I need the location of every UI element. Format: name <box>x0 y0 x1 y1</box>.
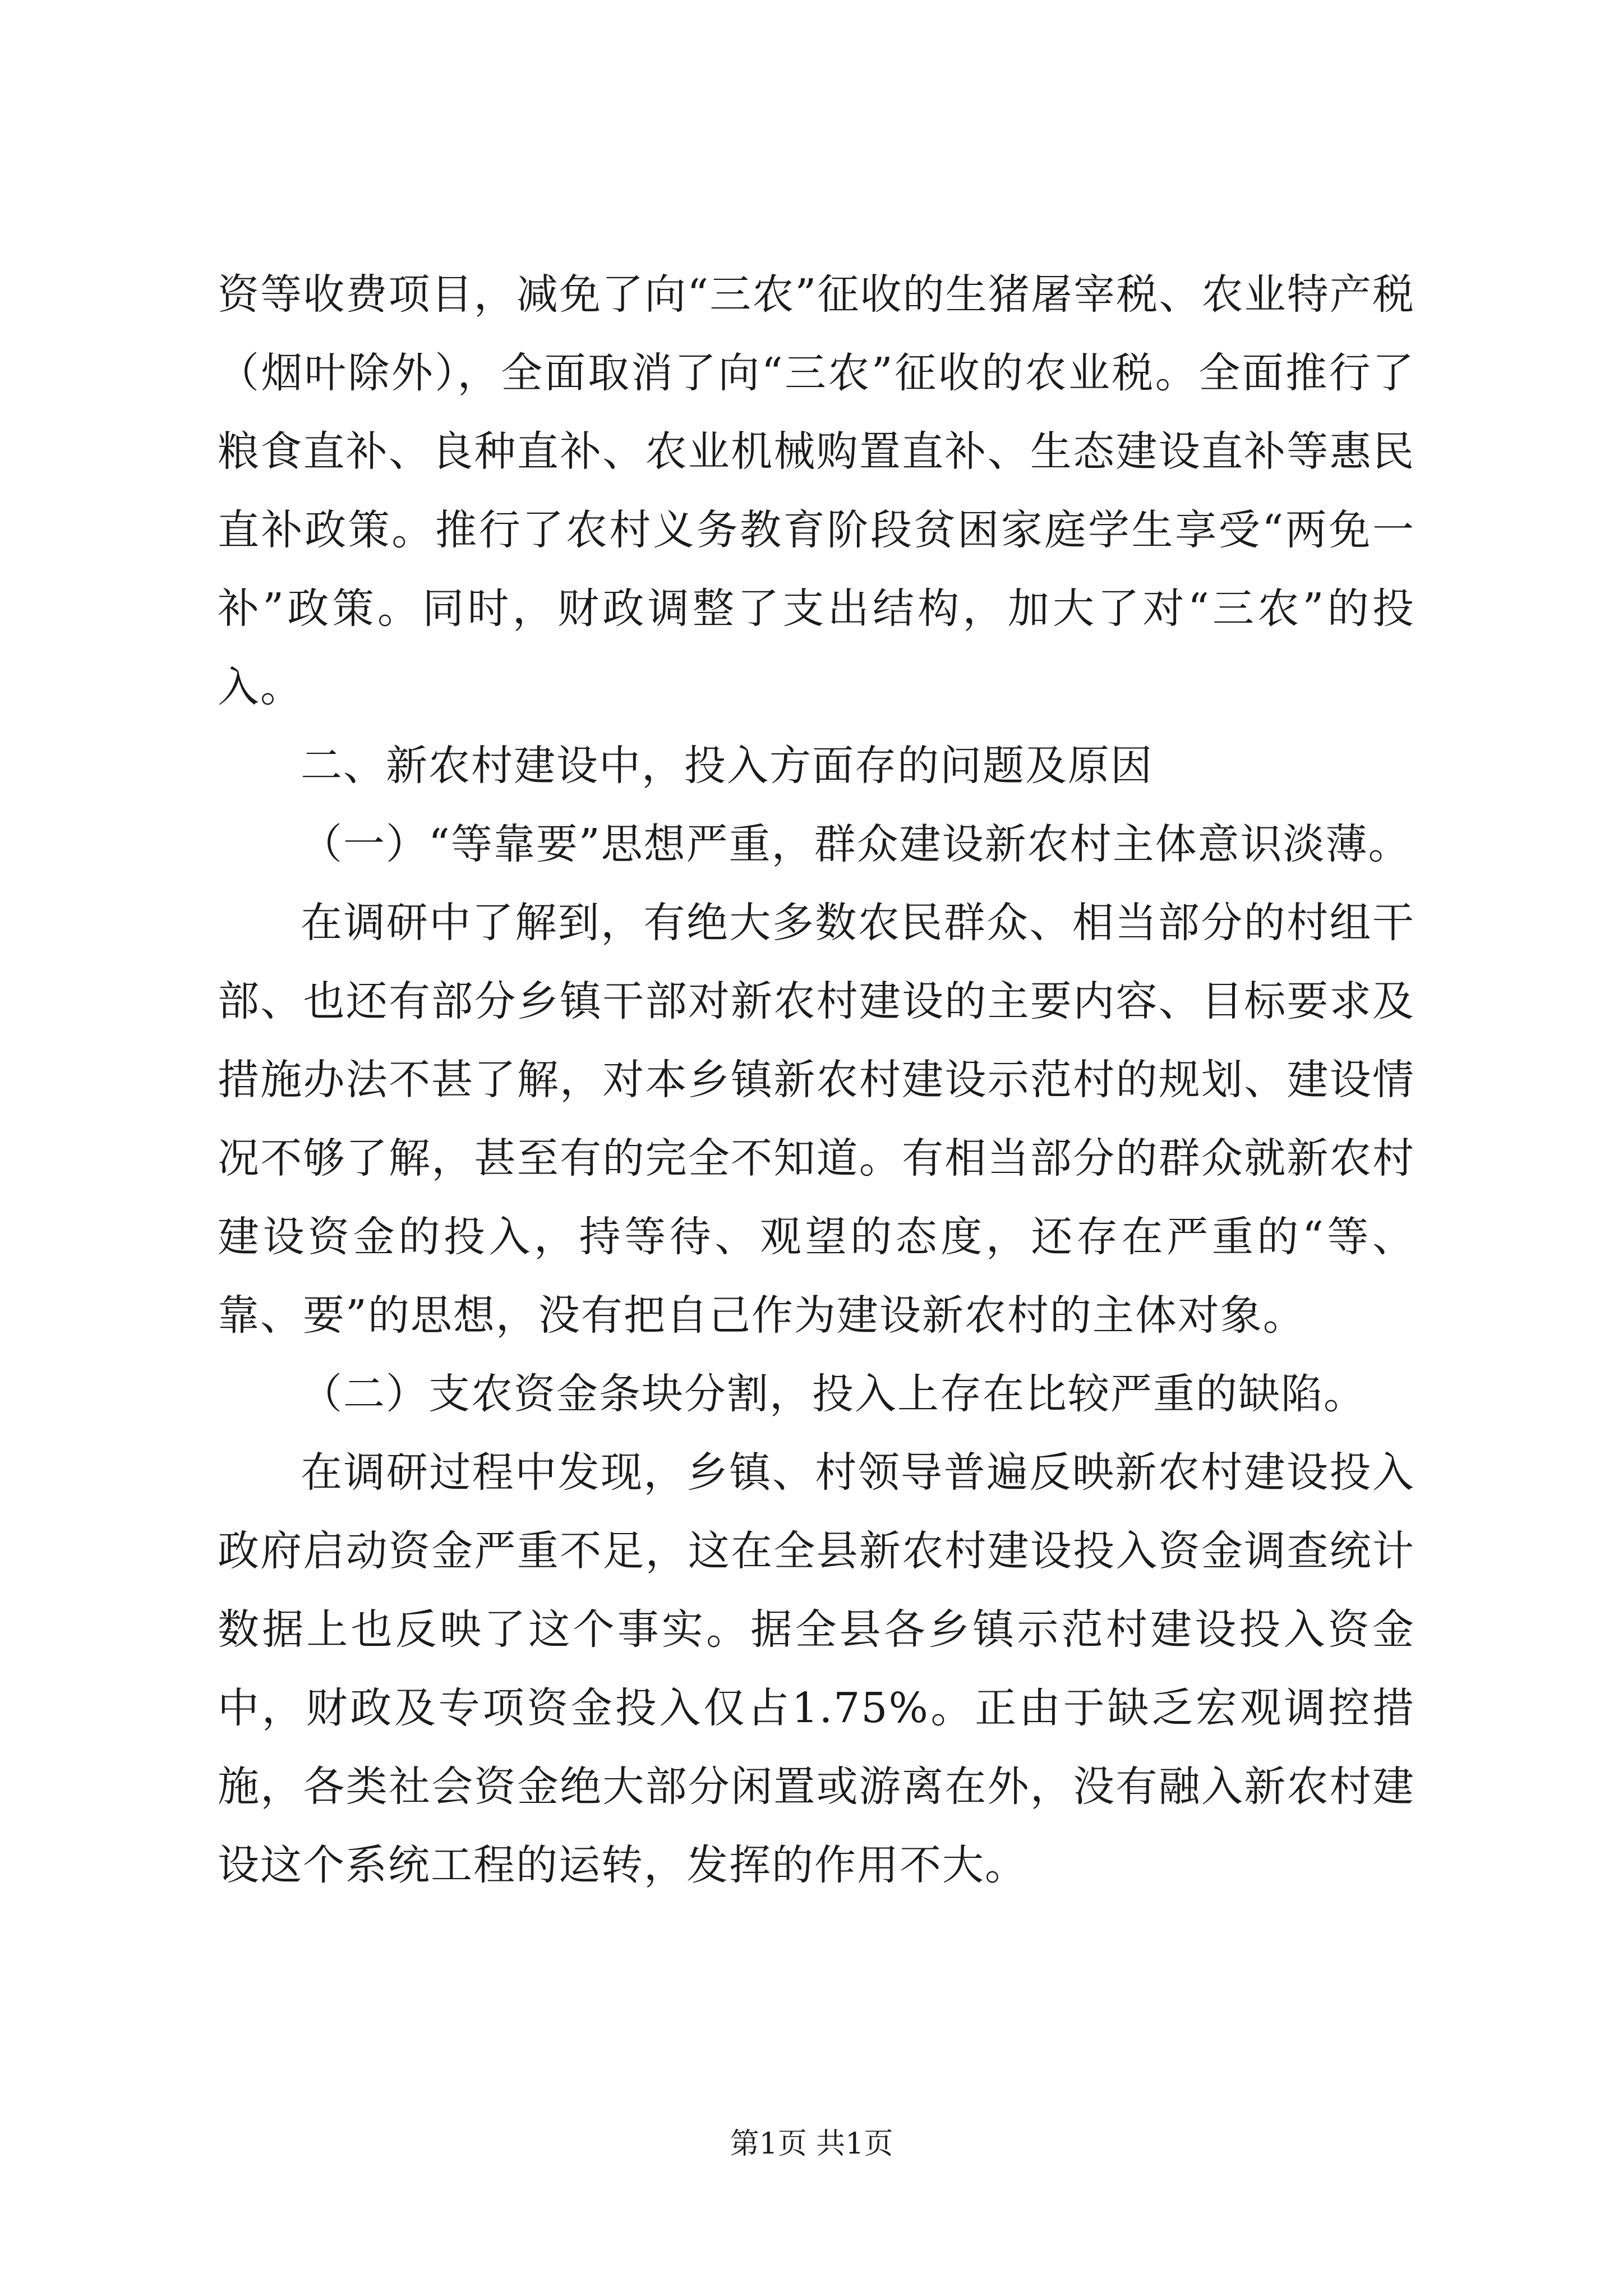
paragraph-3: 在调研过程中发现，乡镇、村领导普遍反映新农村建设投入政府启动资金严重不足，这在全县新农村建设投入资金调查统计数据上也反映了这个事实。据全县各乡镇示范村建设投入资金中，财政及专项资金投入仅占1.75%。正由于缺乏宏观调控措施，各类社会资金绝大部分闲置或游离在外，没有融入新农村建设这个系统工程的运转，发挥的作用不大。 <box>218 1448 1415 1889</box>
document-body <box>218 255 1415 1904</box>
subsection-heading-1: （一）“等靠要”思想严重，群众建设新农村主体意识淡薄。 <box>301 820 1411 868</box>
section-heading-2: 二、新农村建设中，投入方面存的问题及原因 <box>301 742 1153 790</box>
paragraph-2: 在调研中了解到，有绝大多数农民群众、相当部分的村组干部、也还有部分乡镇干部对新农村建设的主要内容、目标要求及措施办法不甚了解，对本乡镇新农村建设示范村的规划、建设情况不够了解，甚至有的完全不知道。有相当部分的群众就新农村建设资金的投入，持等待、观望的态度，还存在严重的“等、靠、要”的思想，没有把自己作为建设新农村的主体对象。 <box>218 899 1415 1340</box>
paragraph-1: 资等收费项目，减免了向“三农”征收的生猪屠宰税、农业特产税（烟叶除外），全面取消了向“三农”征收的农业税。全面推行了粮食直补、良种直补、农业机械购置直补、生态建设直补等惠民直补政策。推行了农村义务教育阶段贫困家庭学生享受“两免一补”政策。同时，财政调整了支出结构，加大了对“三农”的投入。 <box>218 270 1415 711</box>
page-footer: 第1页 共1页 <box>730 2127 893 2161</box>
subsection-heading-2: （二）支农资金条块分割，投入上存在比较严重的缺陷。 <box>301 1370 1366 1418</box>
